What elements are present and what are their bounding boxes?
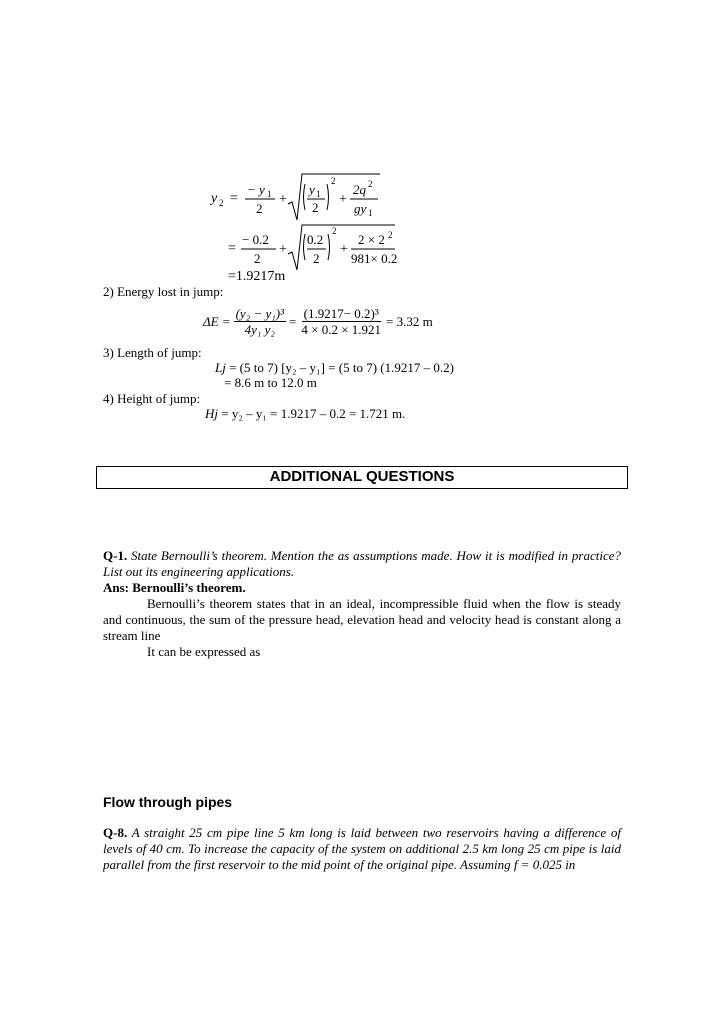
svg-text:1: 1 <box>316 189 321 199</box>
y2-result: =1.9217m <box>228 269 286 284</box>
svg-text:981× 0.2: 981× 0.2 <box>351 251 398 266</box>
q1-expressed-as: It can be expressed as <box>147 644 261 659</box>
svg-text:1: 1 <box>368 208 373 218</box>
svg-text:+: + <box>279 242 287 257</box>
y2-lhs: y <box>211 191 218 206</box>
svg-text:2q: 2q <box>353 182 366 197</box>
svg-text:=: = <box>228 241 236 256</box>
svg-text:2: 2 <box>368 179 373 189</box>
svg-text:− y: − y <box>247 182 265 197</box>
svg-text:2: 2 <box>313 251 320 266</box>
q1-question: Q-1. State Bernoulli’s theorem. Mention the as assumptions made. How it is modified in practice? List out its engineering applications. <box>103 548 621 579</box>
y2-equation-line1 <box>205 170 385 224</box>
svg-text:+: + <box>279 192 287 207</box>
additional-questions-heading: ADDITIONAL QUESTIONS <box>96 466 628 489</box>
svg-text:2: 2 <box>388 230 393 240</box>
svg-text:2: 2 <box>332 226 337 236</box>
q1-answer-paragraph: Bernoulli’s theorem states that in an ideal, incompressible fluid when the flow is steady and continuous, the sum of the pressure head, elevation head and velocity head is constant along a stream line <box>103 596 621 643</box>
svg-text:+: + <box>340 242 348 257</box>
y2-equation-line2 <box>220 222 400 274</box>
length-line2: = 8.6 m to 12.0 m <box>224 375 317 390</box>
energy-heading: 2) Energy lost in jump: <box>103 284 224 299</box>
svg-text:0.2: 0.2 <box>307 232 324 247</box>
height-line1: Hj = y₂ – y₁ = 1.9217 – 0.2 = 1.721 m. <box>205 406 406 421</box>
energy-equation: ΔE = $\frac{\text{(y₂ − y₁)³}}{\text{4y₁ y₂}}$ = $\frac{\text{(1.9217− 0.2)³}}{4 \times 0.2 \times 1.921}$ = 3.32 m <box>203 306 433 337</box>
length-heading: 3) Length of jump: <box>103 345 202 360</box>
svg-text:=: = <box>230 191 238 206</box>
svg-text:+: + <box>339 192 347 207</box>
q8-question: Q-8. A straight 25 cm pipe line 5 km long is laid between two reservoirs having a difference of levels of 40 cm. To increase the capacity of the system on additional 2.5 km long 25 cm pipe is laid parallel from the first reservoir to the mid point of the original pipe. Assuming f = 0.025 in <box>103 825 621 872</box>
svg-text:y: y <box>309 182 315 197</box>
q1-answer-label: Ans: Bernoulli’s theorem. <box>103 580 246 595</box>
section-heading: Flow through pipes <box>103 794 233 810</box>
length-line1: Lj = (5 to 7) [y₂ – y₁] = (5 to 7) (1.9217 – 0.2) <box>215 360 454 375</box>
svg-text:2: 2 <box>256 201 263 216</box>
svg-text:2: 2 <box>312 200 319 215</box>
svg-text:2 × 2: 2 × 2 <box>358 232 385 247</box>
svg-text:2: 2 <box>254 251 261 266</box>
svg-text:− 0.2: − 0.2 <box>242 232 269 247</box>
height-heading: 4) Height of jump: <box>103 391 201 406</box>
svg-text:gy: gy <box>354 201 367 216</box>
svg-text:2: 2 <box>331 176 336 186</box>
svg-text:1: 1 <box>267 189 272 199</box>
svg-text:2: 2 <box>219 198 224 208</box>
